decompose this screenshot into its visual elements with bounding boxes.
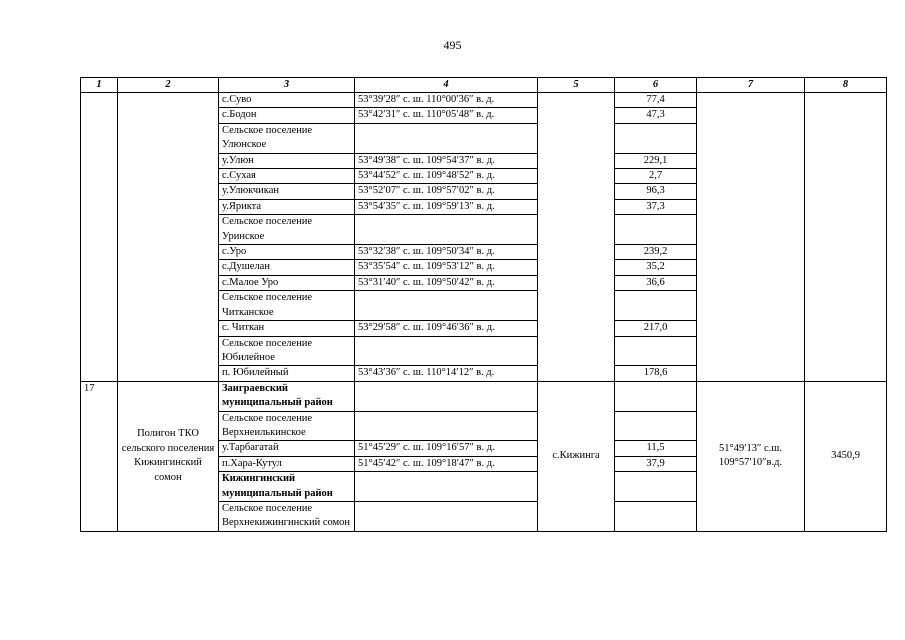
distance-value xyxy=(615,381,697,411)
settlement-coords xyxy=(355,291,538,321)
settlement-coords: 51°45′29″ с. ш. 109°16′57″ в. д. xyxy=(355,441,538,456)
cell-col5-empty xyxy=(538,93,615,382)
settlement-coords xyxy=(355,336,538,366)
column-header: 5 xyxy=(538,78,615,93)
settlement-name: с. Читкан xyxy=(219,321,355,336)
settlement-name: п.Хара-Кутул xyxy=(219,456,355,471)
settlement-coords: 53°52′07″ с. ш. 109°57′02″ в. д. xyxy=(355,184,538,199)
settlement-coords xyxy=(355,123,538,153)
settlement-coords: 53°29′58″ с. ш. 109°46′36″ в. д. xyxy=(355,321,538,336)
settlement-name: Сельское поселение Верхнеилькинское xyxy=(219,411,355,441)
object-coords: 51°49′13″ с.ш. 109°57′10″в.д. xyxy=(697,381,805,531)
settlement-name: Сельское поселение Верхнекижингинский сомон xyxy=(219,501,355,531)
cell-col7-empty xyxy=(697,93,805,382)
settlement-coords: 53°31′40″ с. ш. 109°50′42″ в. д. xyxy=(355,275,538,290)
settlement-name: у.Тарбагатай xyxy=(219,441,355,456)
column-header: 4 xyxy=(355,78,538,93)
settlement-name: п. Юбилейный xyxy=(219,366,355,381)
distance-value: 2,7 xyxy=(615,169,697,184)
settlement-name: с.Уро xyxy=(219,245,355,260)
column-header: 6 xyxy=(615,78,697,93)
distance-value: 11,5 xyxy=(615,441,697,456)
entry-number: 17 xyxy=(81,381,118,531)
distance-value: 239,2 xyxy=(615,245,697,260)
settlement-name: Заиграевский муниципальный район xyxy=(219,381,355,411)
table-row xyxy=(81,93,887,108)
distance-value: 77,4 xyxy=(615,93,697,108)
settlement-coords: 53°35′54″ с. ш. 109°53′12″ в. д. xyxy=(355,260,538,275)
distance-value: 37,9 xyxy=(615,456,697,471)
settlement-name: у.Улюн xyxy=(219,153,355,168)
settlement-name: Сельское поселение Уринское xyxy=(219,215,355,245)
distance-value xyxy=(615,123,697,153)
settlement-coords xyxy=(355,381,538,411)
distance-value: 96,3 xyxy=(615,184,697,199)
object-area: 3450,9 xyxy=(805,381,887,531)
cell-object-empty xyxy=(118,93,219,382)
column-header: 7 xyxy=(697,78,805,93)
settlement-coords: 53°42′31″ с. ш. 110°05′48″ в. д. xyxy=(355,108,538,123)
settlement-coords: 53°43′36″ с. ш. 110°14′12″ в. д. xyxy=(355,366,538,381)
settlement-name: с.Душелан xyxy=(219,260,355,275)
distance-value xyxy=(615,472,697,502)
settlement-coords xyxy=(355,411,538,441)
distance-value: 35,2 xyxy=(615,260,697,275)
distance-value: 217,0 xyxy=(615,321,697,336)
distance-value: 47,3 xyxy=(615,108,697,123)
settlement-coords xyxy=(355,501,538,531)
settlement-coords xyxy=(355,215,538,245)
settlement-name: Сельское поселение Юбилейное xyxy=(219,336,355,366)
header-row xyxy=(81,78,887,93)
settlement-name: Кижингинский муниципальный район xyxy=(219,472,355,502)
distance-value: 36,6 xyxy=(615,275,697,290)
settlement-name: у.Ярикта xyxy=(219,199,355,214)
settlement-name: с.Малое Уро xyxy=(219,275,355,290)
settlement-name: у.Улюкчикан xyxy=(219,184,355,199)
settlement-coords xyxy=(355,472,538,502)
settlement-coords: 53°54′35″ с. ш. 109°59′13″ в. д. xyxy=(355,199,538,214)
cell-col8-empty xyxy=(805,93,887,382)
settlement-name: с.Сухая xyxy=(219,169,355,184)
column-header: 8 xyxy=(805,78,887,93)
column-header: 2 xyxy=(118,78,219,93)
distance-value xyxy=(615,291,697,321)
settlement-coords: 53°44′52″ с. ш. 109°48′52″ в. д. xyxy=(355,169,538,184)
distance-value: 178,6 xyxy=(615,366,697,381)
settlement-coords: 53°49′38″ с. ш. 109°54′37″ в. д. xyxy=(355,153,538,168)
distance-value: 229,1 xyxy=(615,153,697,168)
distance-value xyxy=(615,501,697,531)
settlement-name: Сельское поселение Читканское xyxy=(219,291,355,321)
page-number: 495 xyxy=(443,38,462,52)
settlement-coords: 53°39′28″ с. ш. 110°00′36″ в. д. xyxy=(355,93,538,108)
column-header: 1 xyxy=(81,78,118,93)
cell-number-empty xyxy=(81,93,118,382)
settlement-name: с.Суво xyxy=(219,93,355,108)
distance-value xyxy=(615,215,697,245)
settlement-coords: 53°32′38″ с. ш. 109°50′34″ в. д. xyxy=(355,245,538,260)
settlement-name: Сельское поселение Улюнское xyxy=(219,123,355,153)
distance-value xyxy=(615,411,697,441)
nearest-settlement: с.Кижинга xyxy=(538,381,615,531)
table-row xyxy=(81,381,887,411)
settlement-coords: 51°45′42″ с. ш. 109°18′47″ в. д. xyxy=(355,456,538,471)
column-header: 3 xyxy=(219,78,355,93)
settlements-table xyxy=(80,77,887,532)
distance-value xyxy=(615,336,697,366)
distance-value: 37,3 xyxy=(615,199,697,214)
settlement-name: с.Бодон xyxy=(219,108,355,123)
object-name: Полигон ТКО сельского поселения Кижингинский сомон xyxy=(118,381,219,531)
